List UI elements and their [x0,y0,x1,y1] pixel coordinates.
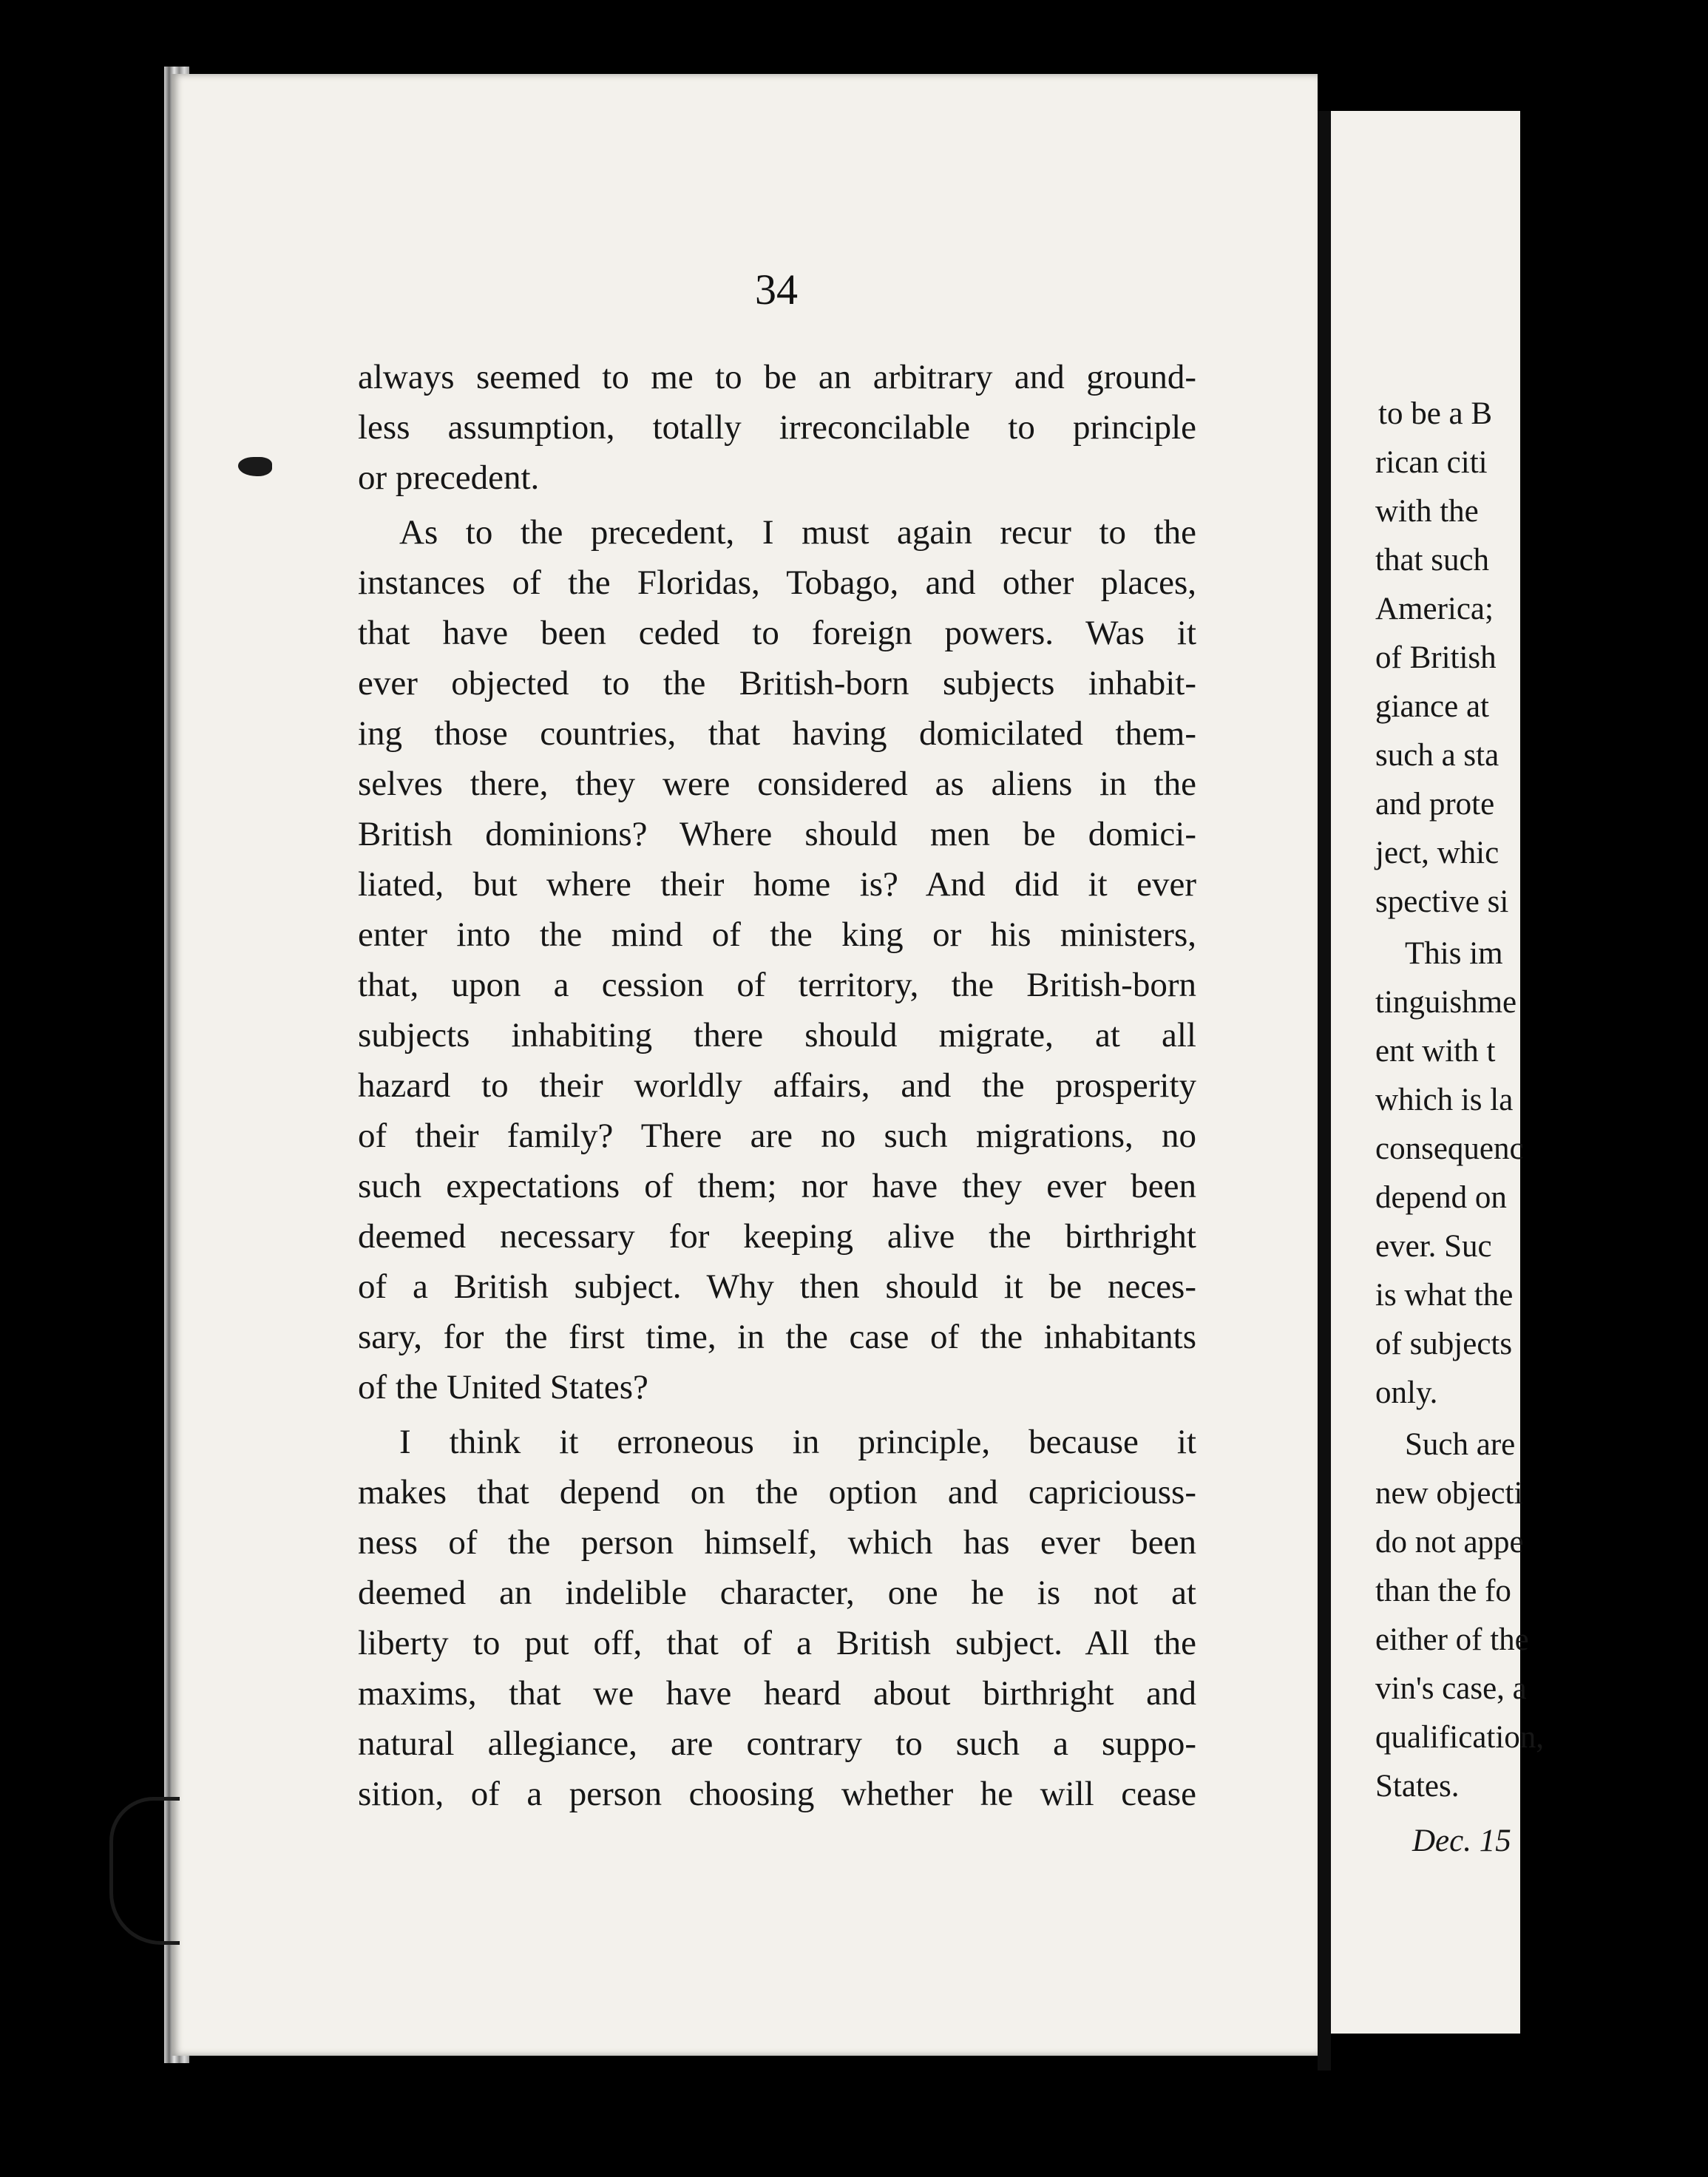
text-line: of British [1375,640,1497,675]
text-line: that such [1375,543,1490,578]
text-line: enter into the mind of the king or his ministers, [358,915,1196,954]
text-line: ing those countries, that having domicilated them- [358,714,1196,753]
text-line: depend on [1375,1180,1507,1215]
text-line: makes that depend on the option and capriciouss- [358,1473,1196,1511]
text-line: only. [1375,1375,1438,1410]
text-line: than the fo [1375,1574,1511,1608]
text-line: or precedent. [358,458,540,497]
text-line: with the [1375,494,1479,529]
text-line: instances of the Floridas, Tobago, and other places, [358,563,1196,602]
text-line: either of the [1375,1622,1529,1657]
text-line: of subjects [1375,1327,1513,1361]
text-line: such a sta [1375,738,1499,773]
text-line: This im [1405,936,1503,971]
text-line: sary, for the first time, in the case of the inhabitants [358,1318,1196,1356]
text-line: and prote [1375,787,1495,822]
text-line: ness of the person himself, which has ever been [358,1523,1196,1562]
text-line: deemed an indelible character, one he is not at [358,1574,1196,1612]
text-line: is what the [1375,1278,1514,1313]
text-line: Such are [1405,1427,1516,1462]
text-line: of their family? There are no such migrations, no [358,1117,1196,1155]
right-page [1331,111,1545,2034]
text-line: I think it erroneous in principle, because it [399,1423,1196,1461]
text-line: As to the precedent, I must again recur to the [399,513,1196,552]
text-line: new objecti [1375,1476,1523,1511]
text-line: spective si [1375,884,1509,919]
text-line: liated, but where their home is? And did it ever [358,865,1196,904]
text-line: consequenc [1375,1131,1524,1166]
text-line: natural allegiance, are contrary to such a suppo- [358,1724,1196,1763]
text-line: giance at [1375,689,1489,724]
text-line: British dominions? Where should men be domici- [358,815,1196,853]
text-line: ever. Suc [1375,1229,1492,1264]
text-line: always seemed to me to be an arbitrary and ground- [358,358,1196,396]
text-line: of a British subject. Why then should it be neces- [358,1267,1196,1306]
page-number: 34 [755,265,798,314]
text-line: maxims, that we have heard about birthright and [358,1674,1196,1713]
text-line: deemed necessary for keeping alive the birthright [358,1217,1196,1256]
text-line: do not appe [1375,1525,1524,1560]
text-line: hazard to their worldly affairs, and the prosperity [358,1066,1196,1105]
text-line: less assumption, totally irreconcilable to principle [358,408,1196,447]
text-line: selves there, they were considered as aliens in the [358,765,1196,803]
text-line: which is la [1375,1083,1514,1117]
text-line: rican citi [1375,445,1488,480]
text-line: qualification, [1375,1720,1545,1755]
text-line: tinguishme [1375,985,1517,1020]
text-line: that, upon a cession of territory, the British-born [358,966,1196,1004]
text-line: ent with t [1375,1034,1496,1069]
text-line: that have been ceded to foreign powers. Was it [358,614,1196,652]
text-line: ject, whic [1375,836,1499,870]
text-line: such expectations of them; nor have they ever been [358,1167,1196,1205]
date-line: Dec. 15 [1412,1824,1511,1858]
text-line: ever objected to the British-born subjects inhabit- [358,664,1196,702]
text-line: States. [1375,1769,1460,1804]
text-line: sition, of a person choosing whether he will cease [358,1775,1196,1813]
text-line: America; [1375,592,1494,626]
text-line: vin's case, a [1375,1671,1527,1706]
ink-blot [238,457,272,476]
page-curl-mark [109,1797,180,1945]
text-line: liberty to put off, that of a British subject. All the [358,1624,1196,1662]
text-line: subjects inhabiting there should migrate, at all [358,1016,1196,1054]
book-gutter [1318,111,1331,2071]
text-line: of the United States? [358,1368,648,1406]
text-line: to be a B [1378,396,1493,431]
